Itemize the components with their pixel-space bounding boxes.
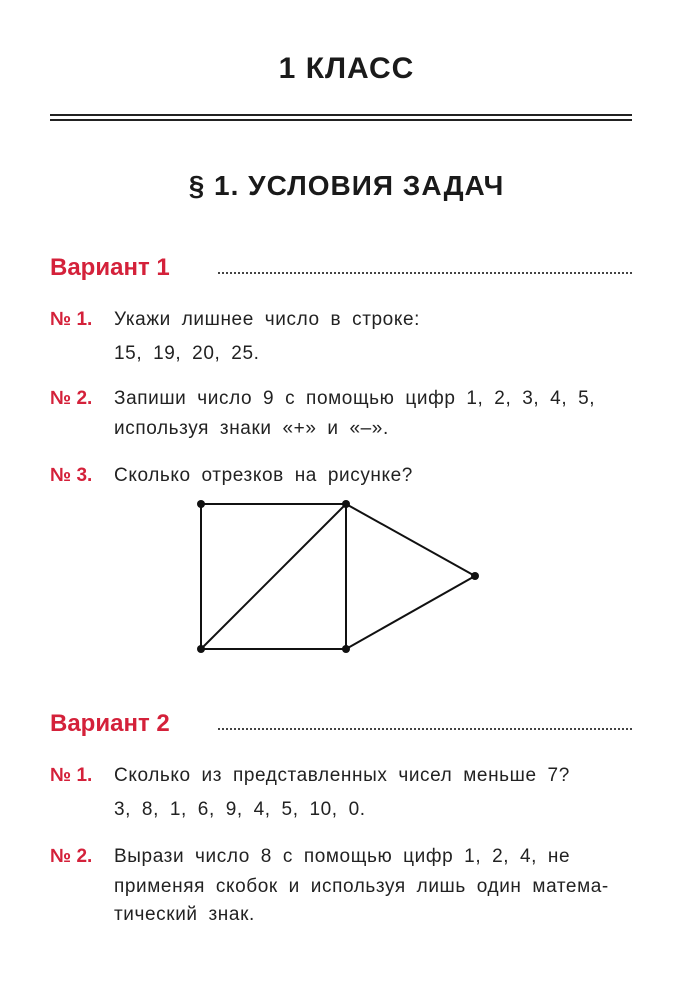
task-text: Сколько из представленных чисел меньше 7?: [114, 765, 570, 786]
task-text: Вырази число 8 с помощью цифр 1, 2, 4, не: [114, 846, 571, 867]
task-text: Запиши число 9 с помощью цифр 1, 2, 3, 4, 5,: [114, 388, 596, 409]
task-text: Укажи лишнее число в строке:: [114, 309, 421, 330]
variant-1-heading: Вариант 1: [50, 254, 170, 281]
section-title: § 1. УСЛОВИЯ ЗАДАЧ: [188, 170, 505, 201]
variant-2-heading: Вариант 2: [50, 710, 170, 737]
task-text: используя знаки «+» и «–».: [114, 418, 389, 439]
task-text: 3, 8, 1, 6, 9, 4, 5, 10, 0.: [114, 799, 366, 820]
variant-2-dotted-leader: [218, 728, 632, 730]
task-number: № 1.: [50, 309, 93, 330]
task-text: 15, 19, 20, 25.: [114, 343, 260, 364]
task-number: № 3.: [50, 465, 93, 486]
task-number: № 2.: [50, 846, 93, 867]
task-text: тический знак.: [114, 904, 255, 925]
task-number: № 1.: [50, 765, 93, 786]
class-title: 1 КЛАСС: [278, 52, 415, 85]
task-text: применяя скобок и используя лишь один матема-: [114, 876, 609, 897]
task-number: № 2.: [50, 388, 93, 409]
task-text: Сколько отрезков на рисунке?: [114, 465, 413, 486]
